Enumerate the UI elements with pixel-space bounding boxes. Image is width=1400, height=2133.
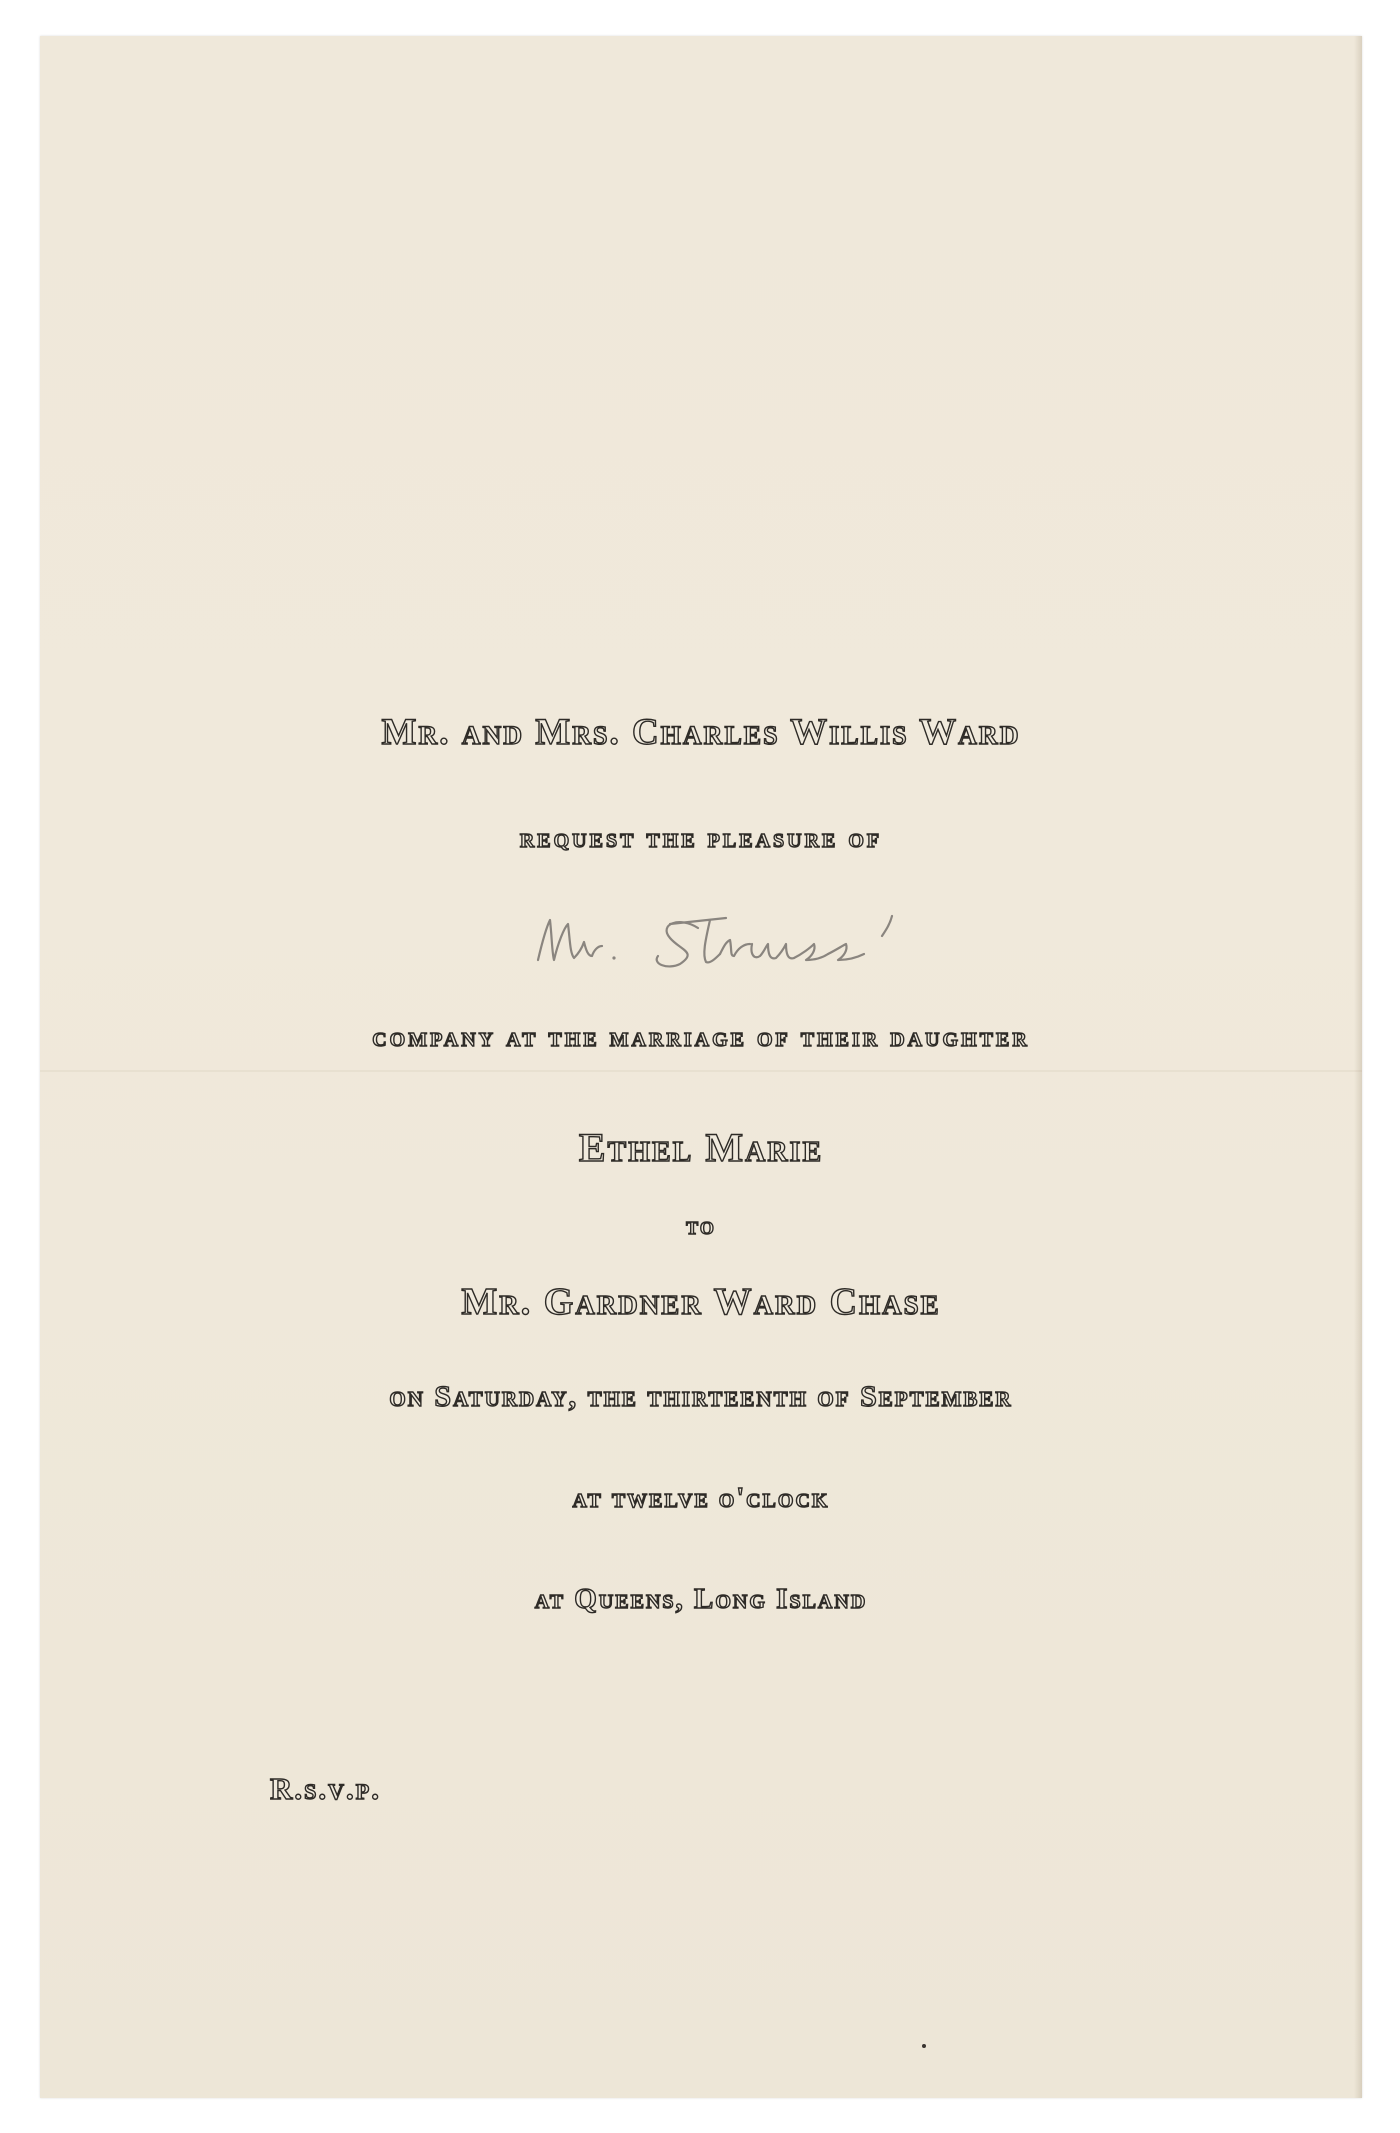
to-line: to [686,1211,716,1240]
handwritten-guest-name [530,898,950,988]
hosts-line: Mr. and Mrs. Charles Willis Ward [381,712,1021,753]
company-line: company at the marriage of their daughter [372,1022,1030,1053]
place-line: at Queens, Long Island [534,1583,868,1615]
paper-fold-line [40,1070,1362,1072]
bride-name: Ethel Marie [578,1125,824,1170]
request-line: request the pleasure of [519,823,883,854]
date-line: on Saturday, the thirteenth of September [389,1380,1013,1413]
invitation-card [40,36,1362,2098]
groom-name: Mr. Gardner Ward Chase [461,1281,941,1323]
time-line: at twelve o'clock [572,1483,830,1514]
paper-speck [922,2044,926,2048]
rsvp-note: R.s.v.p. [270,1771,381,1806]
